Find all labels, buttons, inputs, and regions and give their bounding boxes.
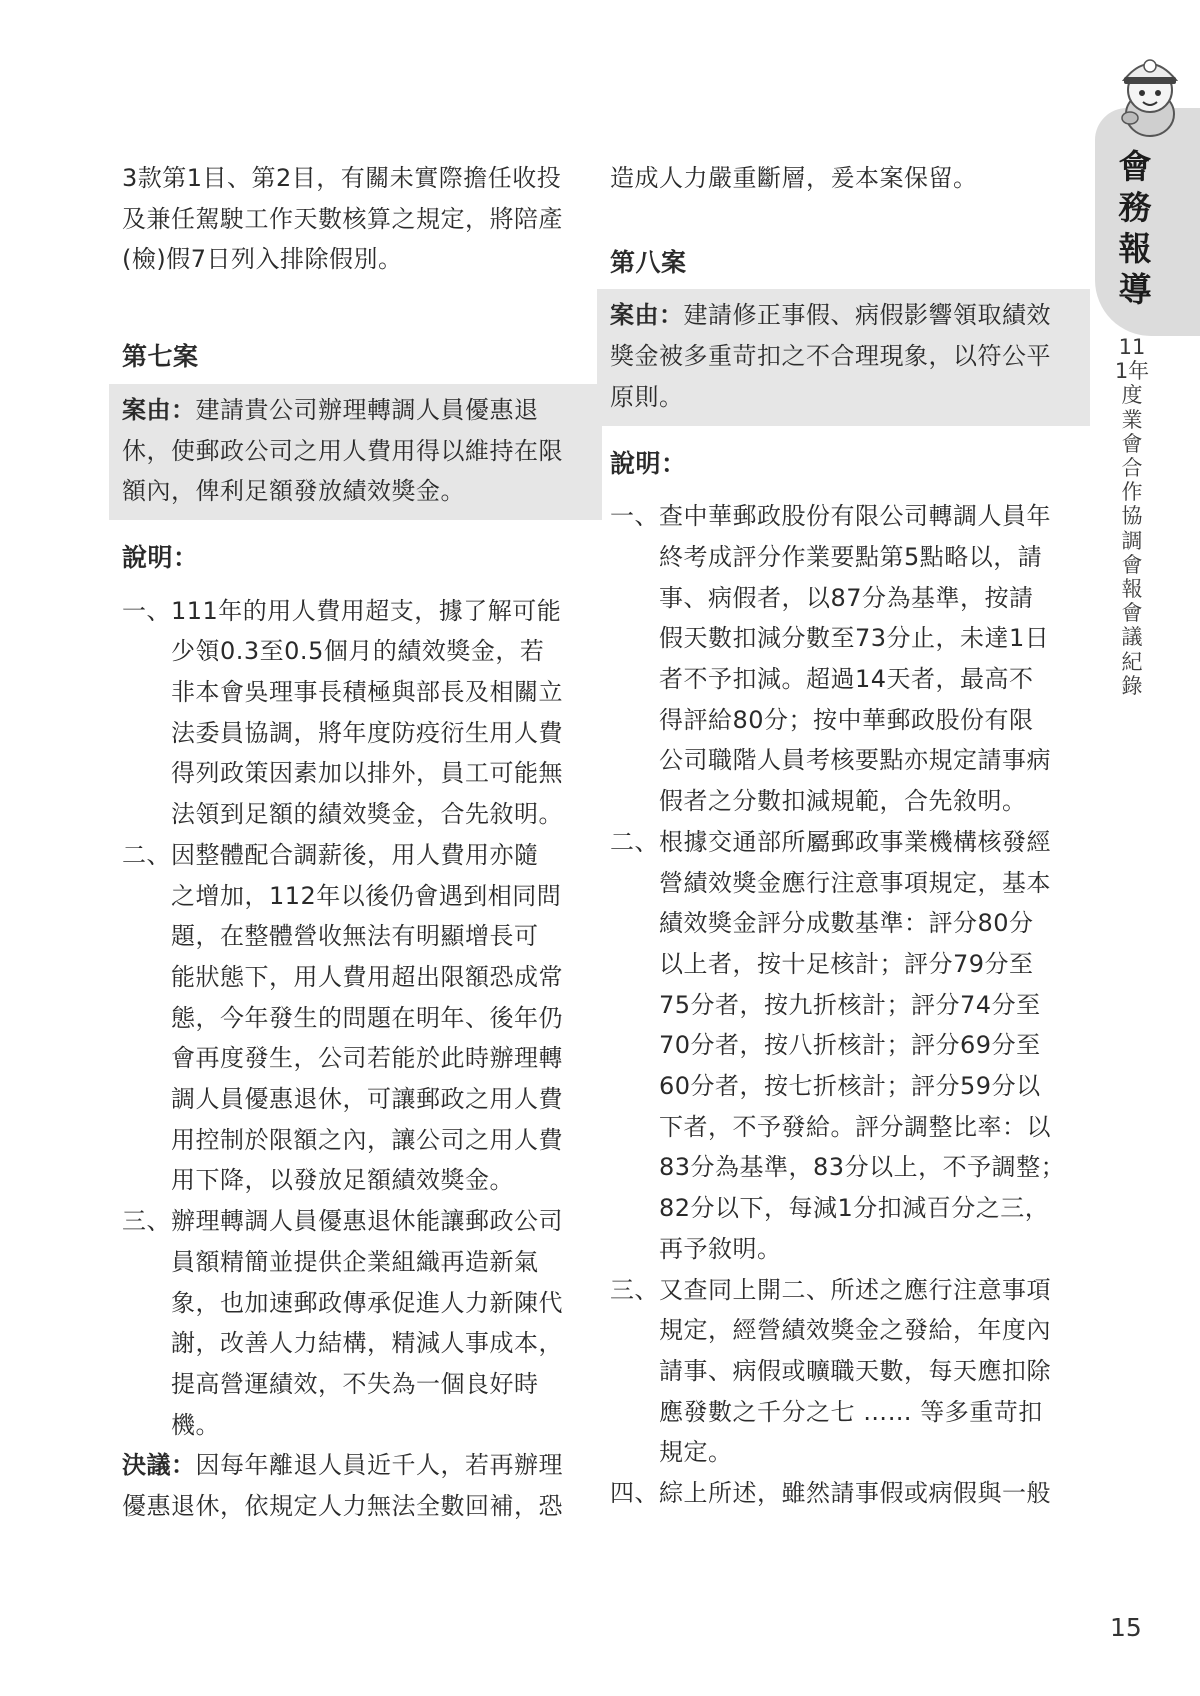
item-line: 事、病假者，以87分為基準，按請 bbox=[659, 583, 1034, 612]
item-line: 得評給80分；按中華郵政股份有限 bbox=[659, 705, 1034, 734]
item-line: 以上者，按十足核計；評分79分至 bbox=[659, 949, 1034, 978]
item-line: 應發數之千分之七 …… 等多重苛扣 bbox=[659, 1397, 1043, 1426]
item-line: 辦理轉調人員優惠退休能讓郵政公司 bbox=[171, 1207, 563, 1236]
item-line: 再予敘明。 bbox=[659, 1234, 782, 1263]
list-item bbox=[610, 496, 1078, 822]
explain-label: 說明： bbox=[122, 542, 199, 572]
item-line: 請事、病假或曠職天數，每天應扣除 bbox=[659, 1356, 1051, 1385]
item-line: 象，也加速郵政傳承促進人力新陳代 bbox=[171, 1288, 563, 1317]
item-number: 四、 bbox=[610, 1479, 659, 1508]
item-line: 法委員協調，將年度防疫衍生用人費 bbox=[171, 718, 563, 747]
item-line: 下者，不予發給。評分調整比率：以 bbox=[659, 1112, 1051, 1141]
item-line: 83分為基準，83分以上，不予調整； bbox=[659, 1153, 1066, 1182]
item-line: 謝，改善人力結構，精減人事成本， bbox=[171, 1329, 563, 1358]
item-line: 60分者，按七折核計；評分59分以 bbox=[659, 1072, 1041, 1101]
item-number: 一、 bbox=[610, 502, 659, 531]
item-line: 75分者，按九折核計；評分74分至 bbox=[659, 990, 1041, 1019]
case-eight-title: 第八案 bbox=[610, 247, 687, 277]
item-line: 用控制於限額之內，讓公司之用人費 bbox=[171, 1125, 563, 1154]
list-item bbox=[610, 1473, 1078, 1514]
page-number: 15 bbox=[1110, 1613, 1142, 1642]
item-line: 因整體配合調薪後，用人費用亦隨 bbox=[171, 840, 539, 869]
item-line: 又查同上開二、所述之應行注意事項 bbox=[659, 1275, 1051, 1304]
item-line: 調人員優惠退休，可讓郵政之用人費 bbox=[171, 1085, 563, 1114]
item-line: 非本會吳理事長積極與部長及相關立 bbox=[171, 678, 563, 707]
item-line: 公司職階人員考核要點亦規定請事病 bbox=[659, 746, 1051, 775]
reason-label: 案由： bbox=[610, 301, 684, 330]
resolution-line bbox=[122, 1445, 590, 1486]
list-item bbox=[610, 1270, 1078, 1474]
section-subtitle-vertical: 111年度業會合作協調會報會議紀錄 bbox=[1114, 335, 1150, 698]
item-number: 三、 bbox=[610, 1275, 659, 1304]
item-line: 員額精簡並提供企業組織再造新氣 bbox=[171, 1247, 539, 1276]
item-line: 70分者，按八折核計；評分69分至 bbox=[659, 1031, 1041, 1060]
item-line: 假者之分數扣減規範，合先敘明。 bbox=[659, 787, 1027, 816]
resolution-text: 因每年離退人員近千人，若再辦理 bbox=[195, 1451, 563, 1480]
case-eight-reason-box bbox=[597, 289, 1090, 425]
mascot-icon bbox=[1100, 44, 1200, 144]
item-line: 規定。 bbox=[659, 1438, 733, 1467]
item-line: 少領0.3至0.5個月的績效獎金，若 bbox=[171, 637, 545, 666]
item-line: 終考成評分作業要點第5點略以，請 bbox=[659, 542, 1043, 571]
item-line: 綜上所述，雖然請事假或病假與一般 bbox=[659, 1479, 1051, 1508]
item-line: 績效獎金評分成數基準：評分80分 bbox=[659, 909, 1034, 938]
item-line: 規定，經營績效獎金之發給，年度內 bbox=[659, 1316, 1051, 1345]
list-item bbox=[610, 822, 1078, 1270]
section-title-vertical: 會務報導 bbox=[1118, 147, 1152, 309]
reason-line: 額內，俾利足額發放績效獎金。 bbox=[122, 477, 465, 506]
reason-line: 建請貴公司辦理轉調人員優惠退 bbox=[195, 395, 539, 424]
list-item bbox=[122, 1201, 590, 1445]
item-line: 根據交通部所屬郵政事業機構核發經 bbox=[659, 827, 1051, 856]
item-line: 用下降，以發放足額績效獎金。 bbox=[171, 1166, 514, 1195]
item-line: 能狀態下，用人費用超出限額恐成常 bbox=[171, 962, 563, 991]
intro-line: 3款第1目、第2目，有關未實際擔任收投 bbox=[122, 164, 562, 192]
right-column bbox=[610, 158, 1078, 1514]
item-line: 法領到足額的績效獎金，合先敘明。 bbox=[171, 800, 563, 829]
item-line: 會再度發生，公司若能於此時辦理轉 bbox=[171, 1044, 563, 1073]
left-column bbox=[122, 158, 590, 1527]
item-line: 查中華郵政股份有限公司轉調人員年 bbox=[659, 502, 1051, 531]
item-line: 機。 bbox=[171, 1410, 220, 1439]
item-line: 題，在整體營收無法有明顯增長可 bbox=[171, 922, 539, 951]
resolution-continuation: 造成人力嚴重斷層，爰本案保留。 bbox=[610, 164, 978, 192]
list-item bbox=[122, 591, 590, 835]
reason-line: 原則。 bbox=[610, 382, 684, 411]
resolution-line: 優惠退休，依規定人力無法全數回補，恐 bbox=[122, 1492, 563, 1521]
item-line: 者不予扣減。超過14天者，最高不 bbox=[659, 665, 1034, 694]
item-number: 二、 bbox=[610, 827, 659, 856]
explain-label: 說明： bbox=[610, 448, 687, 478]
case-seven-reason-box bbox=[109, 384, 602, 520]
item-number: 二、 bbox=[122, 840, 171, 869]
item-line: 111年的用人費用超支，據了解可能 bbox=[171, 596, 562, 625]
item-line: 得列政策因素加以排外，員工可能無 bbox=[171, 759, 563, 788]
reason-line: 獎金被多重苛扣之不合理現象，以符公平 bbox=[610, 342, 1051, 371]
item-line: 假天數扣減分數至73分止，未達1日 bbox=[659, 624, 1050, 653]
item-line: 82分以下，每減1分扣減百分之三， bbox=[659, 1194, 1050, 1223]
list-item bbox=[122, 835, 590, 1201]
item-line: 提高營運績效，不失為一個良好時 bbox=[171, 1369, 539, 1398]
reason-line: 建請修正事假、病假影響領取績效 bbox=[683, 301, 1051, 330]
reason-label: 案由： bbox=[122, 395, 196, 424]
intro-line: (檢)假7日列入排除假別。 bbox=[122, 245, 403, 274]
item-line: 營績效獎金應行注意事項規定，基本 bbox=[659, 868, 1051, 897]
item-line: 態，今年發生的問題在明年、後年仍 bbox=[171, 1003, 563, 1032]
item-line: 之增加，112年以後仍會遇到相同問 bbox=[171, 881, 562, 910]
case-seven-title: 第七案 bbox=[122, 342, 199, 372]
reason-line: 休，使郵政公司之用人費用得以維持在限 bbox=[122, 436, 563, 465]
resolution-label: 決議： bbox=[122, 1451, 196, 1480]
intro-line: 及兼任駕駛工作天數核算之規定，將陪產 bbox=[122, 204, 563, 233]
item-number: 一、 bbox=[122, 596, 171, 625]
item-number: 三、 bbox=[122, 1207, 171, 1236]
